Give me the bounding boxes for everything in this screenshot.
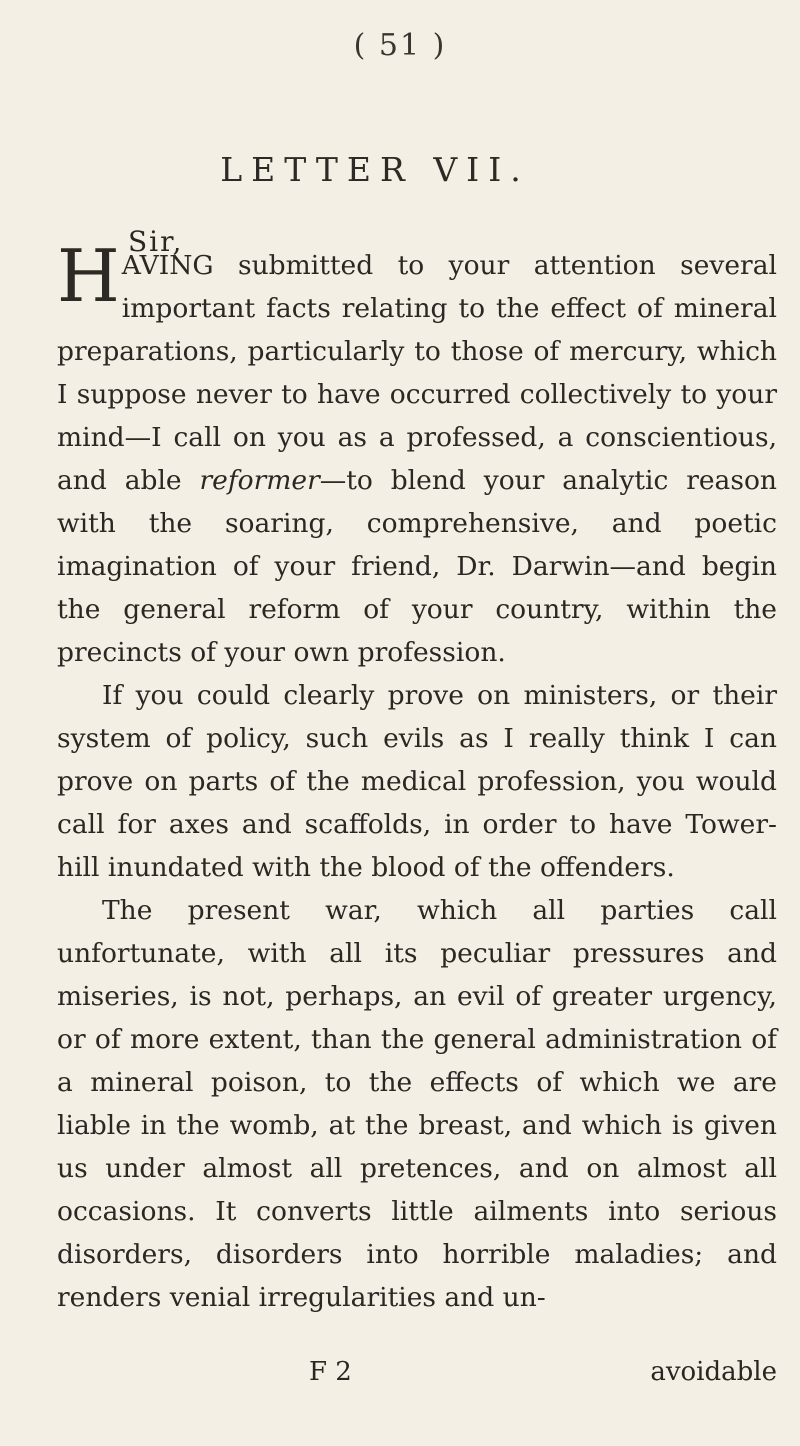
paragraph-3: The present war, which all parties call unfortunate, with all its peculiar pressures and miseries, is not, perhaps, an evil of greater urgency, or of more extent, than the general administration of a mineral poison, to the effects of which we are liable in the womb, at the breast, and which is given us under almost all pretences, and on almost all occasions. It converts little ailments into serious disorders, disorders into horrible maladies; and renders venial irregularities and un- bbox=[57, 895, 777, 1313]
letter-title: LETTER VII. bbox=[220, 150, 530, 189]
signature-mark: F 2 bbox=[309, 1357, 352, 1387]
page-number: ( 51 ) bbox=[353, 28, 447, 63]
paragraph-2: If you could clearly prove on ministers, or their system of policy, such evils as I really think I can prove on parts of the medical profession, you would call for axes and scaffolds, in order to have Tower-hill inundated with the blood of the offenders. bbox=[57, 680, 777, 883]
paragraph-1-italic: reformer bbox=[199, 465, 320, 496]
paragraph-1-text: AVING submitted to your attention several important facts relating to the effect of mineral preparations, particularly to those of mercury, which I suppose never to have occurred collectively to your mind—I call on you as a professed, a conscientious, and able bbox=[57, 250, 777, 496]
paragraph-1-end: —to blend your analytic reason with the soaring, comprehensive, and poetic imagination of your friend, Dr. Darwin—and begin the general reform of your country, within the precincts of your own profession. bbox=[57, 465, 777, 668]
salutation: Sir, bbox=[128, 225, 184, 258]
letter-body bbox=[57, 234, 777, 1319]
catchword: avoidable bbox=[650, 1357, 777, 1387]
drop-cap: H bbox=[57, 234, 120, 318]
